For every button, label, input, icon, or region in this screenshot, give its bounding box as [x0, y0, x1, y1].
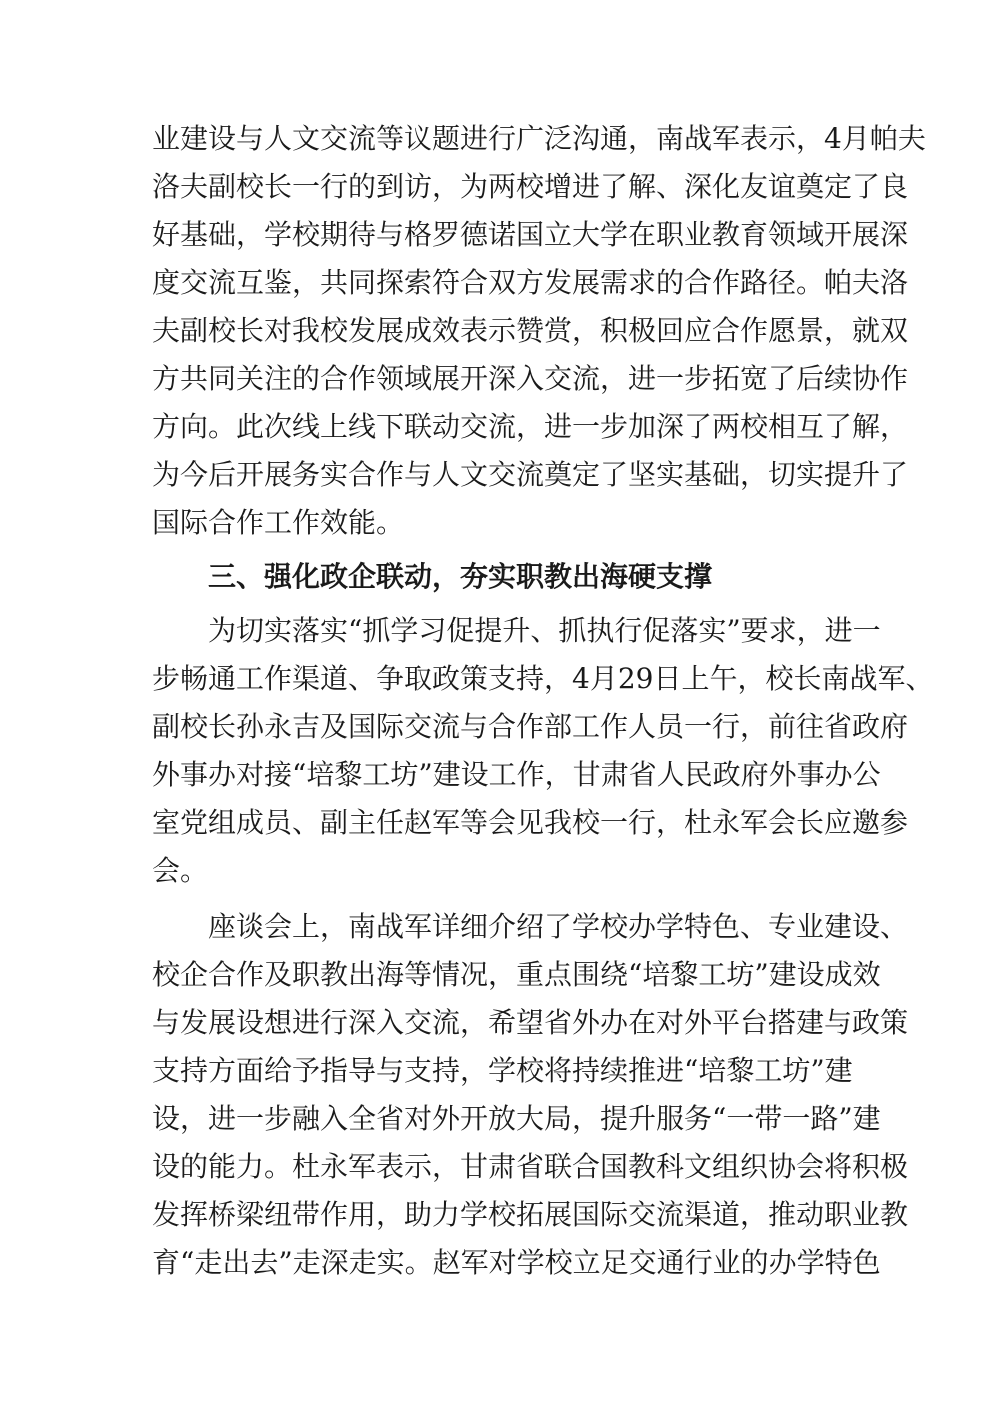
- paragraph-2-line-5: 室党组成员、副主任赵军等会见我校一行，杜永军会长应邀参: [152, 806, 909, 839]
- paragraph-1-line-8: 为今后开展务实合作与人文交流奠定了坚实基础，切实提升了: [152, 458, 909, 491]
- paragraph-1-line-2: 洛夫副校长一行的到访，为两校增进了解、深化友谊奠定了良: [152, 170, 909, 203]
- paragraph-1-line-9: 国际合作工作效能。: [152, 506, 405, 539]
- paragraph-1-line-3: 好基础，学校期待与格罗德诺国立大学在职业教育领域开展深: [152, 218, 909, 251]
- paragraph-3-line-5: 设，进一步融入全省对外开放大局，提升服务“一带一路”建: [152, 1102, 881, 1135]
- paragraph-3-line-6: 设的能力。杜永军表示，甘肃省联合国教科文组织协会将积极: [152, 1150, 909, 1183]
- paragraph-2-line-3: 副校长孙永吉及国际交流与合作部工作人员一行，前往省政府: [152, 710, 909, 743]
- paragraph-1-line-4: 度交流互鉴，共同探索符合双方发展需求的合作路径。帕夫洛: [152, 266, 909, 299]
- paragraph-1-line-1: 业建设与人文交流等议题进行广泛沟通，南战军表示，4月帕夫: [152, 122, 926, 155]
- paragraph-3-line-2: 校企合作及职教出海等情况，重点围绕“培黎工坊”建设成效: [152, 958, 881, 991]
- paragraph-3-line-1: 座谈会上，南战军详细介绍了学校办学特色、专业建设、: [208, 910, 909, 943]
- paragraph-2-line-6: 会。: [152, 854, 209, 887]
- paragraph-2-line-2: 步畅通工作渠道、争取政策支持，4月29日上午，校长南战军、: [152, 662, 934, 695]
- paragraph-3-line-7: 发挥桥梁纽带作用，助力学校拓展国际交流渠道，推动职业教: [152, 1198, 909, 1231]
- section-heading: 三、强化政企联动，夯实职教出海硬支撑: [208, 560, 713, 593]
- paragraph-1-line-6: 方共同关注的合作领域展开深入交流，进一步拓宽了后续协作: [152, 362, 909, 395]
- paragraph-3-line-4: 支持方面给予指导与支持，学校将持续推进“培黎工坊”建: [152, 1054, 853, 1087]
- paragraph-1-line-7: 方向。此次线上线下联动交流，进一步加深了两校相互了解，: [152, 410, 909, 443]
- paragraph-2-line-1: 为切实落实“抓学习促提升、抓执行促落实”要求，进一: [208, 614, 881, 647]
- paragraph-1-line-5: 夫副校长对我校发展成效表示赞赏，积极回应合作愿景，就双: [152, 314, 909, 347]
- paragraph-3-line-8: 育“走出去”走深走实。赵军对学校立足交通行业的办学特色: [152, 1246, 881, 1279]
- paragraph-3-line-3: 与发展设想进行深入交流，希望省外办在对外平台搭建与政策: [152, 1006, 909, 1039]
- paragraph-2-line-4: 外事办对接“培黎工坊”建设工作，甘肃省人民政府外事办公: [152, 758, 881, 791]
